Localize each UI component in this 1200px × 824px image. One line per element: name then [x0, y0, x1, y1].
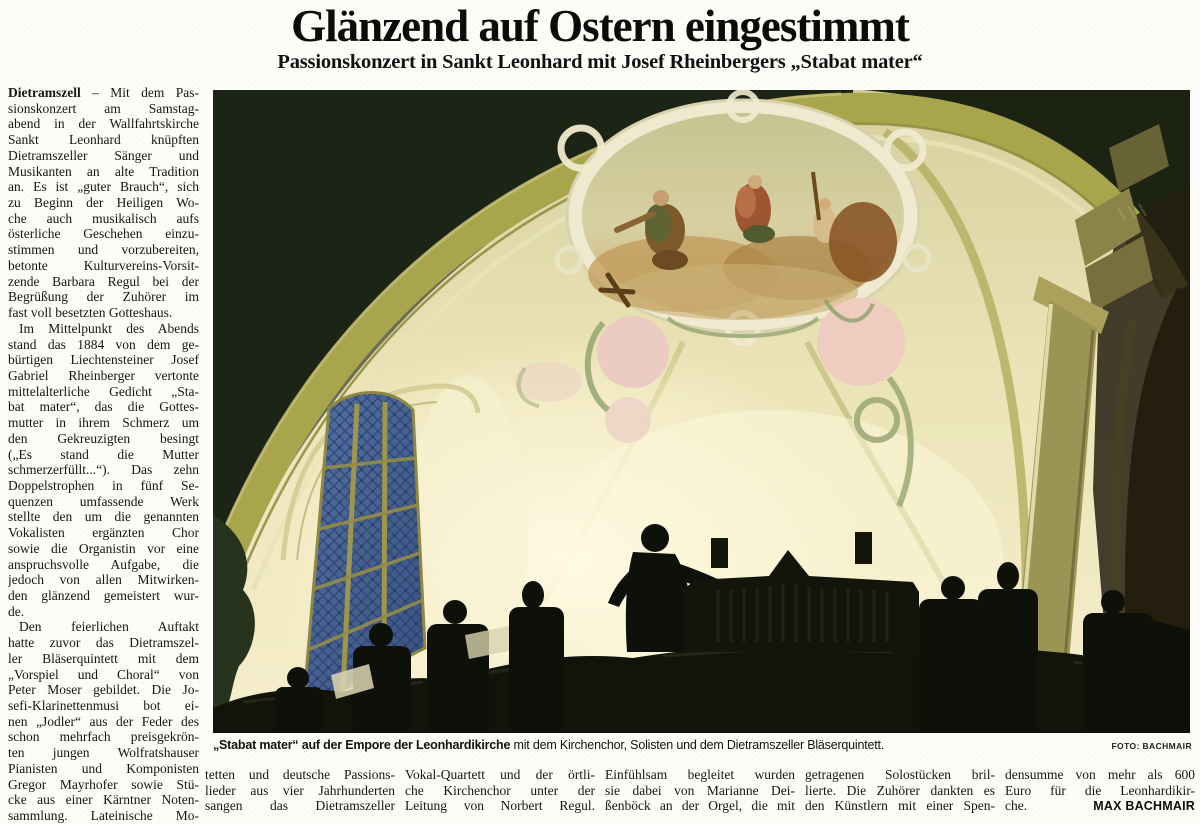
lead-line-text: – Mit dem Pas-	[80, 85, 199, 100]
text-line: Musikanten an alte Tradition	[8, 163, 199, 179]
text-line: Begrüßung der Zuhörer im	[8, 289, 199, 305]
article-left-column	[8, 85, 199, 824]
text-line: zu Beginn der Heiligen Wo-	[8, 195, 199, 211]
photo-credit: FOTO: BACHMAIR	[1111, 741, 1192, 751]
text-line: sangen das Dietramszeller	[205, 798, 395, 814]
text-line: cke aus einer Kärntner Noten-	[8, 792, 199, 808]
text-line: den glänzend gemeistert wur-	[8, 588, 199, 603]
text-line: mutter in ihrem Schmerz um	[8, 415, 199, 431]
text-line: sionskonzert am Samstag-	[8, 100, 199, 116]
text-line: ten jungen Wolfratshauser	[8, 745, 199, 761]
text-line: bat mater“, das die Gottes-	[8, 399, 199, 415]
text-line: „Vorspiel und Choral“ von	[8, 666, 199, 682]
text-line: quenzen umfassende Werk	[8, 493, 199, 509]
text-line: abend in der Wallfahrtskirche	[8, 116, 199, 132]
text-line: fast voll besetzten Gotteshaus.	[8, 305, 173, 321]
text-line: sammlung. Lateinische Mo-	[8, 808, 199, 824]
church-photo-graphic	[213, 90, 1190, 733]
bottom-column	[605, 767, 795, 815]
text-line: Im Mittelpunkt des Abends	[19, 320, 199, 336]
church-photo	[213, 90, 1190, 733]
text-line: betonte Kulturvereins-Vorsit-	[8, 257, 199, 273]
text-line: Sankt Leonhard knüpften	[8, 132, 199, 148]
text-line: stimmen und vorzubereiten,	[8, 242, 199, 258]
bottom-column	[1005, 767, 1195, 815]
text-line: stand das 1884 von dem ge-	[8, 336, 199, 352]
paragraph	[8, 321, 199, 620]
article-bottom-columns	[205, 767, 1195, 815]
text-line: che Kirchenchor unter der	[405, 782, 595, 798]
text-line: ler Bläserquintett mit dem	[8, 650, 199, 666]
text-line: sie dabei von Marianne Dei-	[605, 782, 795, 798]
text-line: Dietramszeller Sänger und	[8, 147, 199, 163]
paragraph	[8, 619, 199, 823]
text-line: zende Barbara Regul bei der	[8, 273, 199, 289]
text-line: den Gekreuzigten besingt	[8, 430, 199, 446]
caption-rest: mit dem Kirchenchor, Solisten und dem Dietramszeller Bläserquintett.	[510, 738, 885, 752]
text-line: sowie die Organistin vor eine	[8, 540, 199, 556]
text-line: Gabriel Rheinberger vertonte	[8, 367, 199, 383]
paragraph	[8, 85, 199, 321]
lead-line	[8, 85, 199, 101]
text-line: Leitung von Norbert Regul.	[405, 798, 595, 814]
text-line: hatte zuvor das Dietramszel-	[8, 635, 199, 651]
bottom-column	[205, 767, 395, 815]
text-line: ßenböck an der Orgel, die mit	[605, 798, 795, 814]
text-line: che auch musikalisch aufs	[8, 210, 199, 226]
dateline: Dietramszell	[8, 85, 81, 100]
text-line: bürtigen Liechtensteiner Josef	[8, 352, 199, 368]
text-line: Gregor Mayrhofer sowie Stü-	[8, 776, 199, 792]
caption-bold: „Stabat mater“ auf der Empore der Leonhardikirche	[213, 738, 511, 752]
text-line: densumme von mehr als 600	[1005, 767, 1195, 782]
text-line: österliche Geschehen einzu-	[8, 226, 199, 242]
bottom-column	[805, 767, 995, 815]
text-line: Peter Moser gebildet. Die Jo-	[8, 682, 199, 698]
text-line: Pianisten und Komponisten	[8, 760, 199, 776]
author-line	[1005, 798, 1195, 815]
text-line: getragenen Solostücken bril-	[805, 767, 995, 782]
text-line: lierte. Die Zuhörer dankten es	[805, 782, 995, 798]
text-line: nen „Jodler“ aus der Feder des	[8, 713, 199, 729]
text-line: de.	[8, 603, 25, 619]
text-line: lieder aus vier Jahrhunderten	[205, 782, 395, 798]
last-words: che.	[1005, 798, 1028, 814]
text-line: sefi-Klarinettenmusi bot ei-	[8, 698, 199, 714]
text-line: mittelalterliche Gedicht „Sta-	[8, 383, 199, 399]
text-line: tetten und deutsche Passions-	[205, 767, 395, 782]
article-subheadline: Passionskonzert in Sankt Leonhard mit Josef Rheinbergers „Stabat mater“	[277, 51, 923, 73]
text-line: Euro für die Leonhardikir-	[1005, 782, 1195, 798]
text-line: an. Es ist „guter Brauch“, sich	[8, 179, 199, 195]
article-headline: Glänzend auf Ostern eingestimmt	[291, 1, 909, 51]
bottom-column-lines	[1005, 767, 1195, 798]
text-line: anspruchsvolle Aufgabe, die	[8, 556, 199, 572]
text-line: schon mehrfach preisgekrön-	[8, 729, 199, 745]
text-line: Vokalisten ergänzten Chor	[8, 525, 199, 541]
text-line: schmerzerfüllt...“). Das zehn	[8, 462, 199, 478]
text-line: Den feierlichen Auftakt	[19, 619, 199, 635]
author-byline: MAX BACHMAIR	[1093, 799, 1195, 814]
text-line: jedoch von allen Mitwirken-	[8, 572, 199, 588]
bottom-column	[405, 767, 595, 815]
text-line: („Es stand die Mutter	[8, 446, 199, 462]
text-line: den Künstlern mit einer Spen-	[805, 798, 995, 814]
text-line: Einfühlsam begleitet wurden	[605, 767, 795, 782]
text-line: Vokal-Quartett und der örtli-	[405, 767, 595, 782]
text-line: stellte den um die genannten	[8, 509, 199, 525]
photo-caption	[213, 738, 1118, 752]
text-line: Doppelstrophen in fünf Se-	[8, 477, 199, 493]
